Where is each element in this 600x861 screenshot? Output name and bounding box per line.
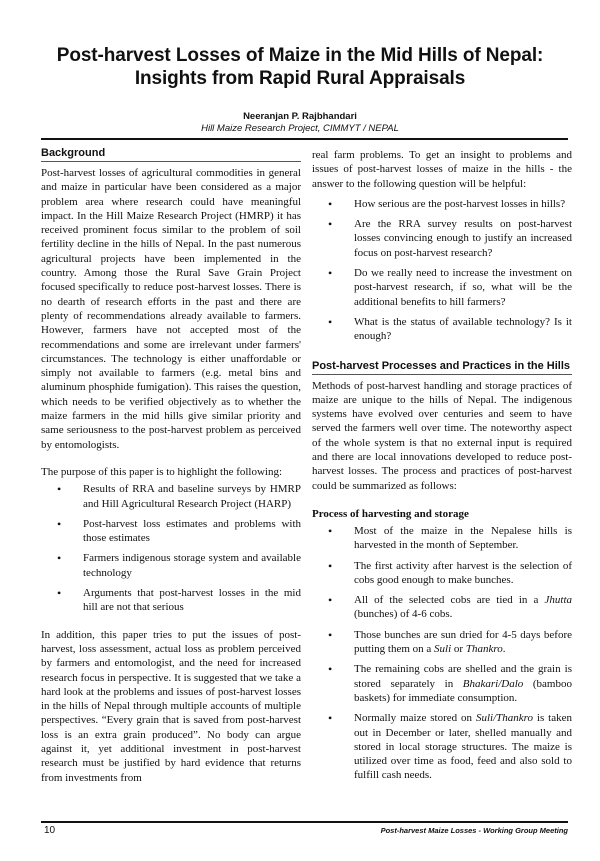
list-item: • Farmers indigenous storage system and available technology: [41, 551, 301, 580]
item-text: Normally maize stored on: [354, 712, 476, 725]
list-item: [312, 559, 572, 588]
list-item: [312, 662, 572, 705]
item-text: All of the selected cobs are tied in a: [354, 594, 545, 607]
list-item: [312, 711, 572, 782]
list-item: • Arguments that post-harvest losses in the mid hill are not that serious: [41, 586, 301, 615]
page-number: 10: [44, 825, 56, 836]
local-term: Thankro: [465, 643, 503, 656]
list-item: • Are the RRA survey results on post-harvest losses convincing enough to justify an increased focus on post-harvest research?: [312, 217, 572, 260]
section-heading-practices: Post-harvest Processes and Practices in the Hills: [312, 360, 572, 375]
footer-divider: [41, 821, 568, 823]
title-line-1: Post-harvest Losses of Maize in the Mid Hills of Nepal:: [56, 45, 544, 66]
title-line-2: Insights from Rapid Rural Appraisals: [134, 68, 466, 89]
addition-paragraph: In addition, this paper tries to put the issues of post-harvest, loss assessment, actual loss as problem perceived by farmers and entomologist, and the need for increased research focus in perspective. It is suggested that we take a hard look at the problems and issues of post-harvest losses in the hills of Nepal through multiple accounts of multiple perspectives. “Every grain that is saved from post-harvest loss is an extra grain produced”. No body can argue against it, yet additional investment in post-harvest research must be justified by hard evidence that returns from investments from: [41, 628, 301, 784]
item-text: or: [451, 643, 466, 656]
list-item: • What is the status of available technology? Is it enough?: [312, 315, 572, 344]
list-item: • How serious are the post-harvest losses in hills?: [312, 197, 572, 211]
list-item: [312, 628, 572, 657]
local-term: Jhutta: [544, 594, 572, 607]
item-text: (bamboo baskets) for immediate consumption.: [354, 677, 572, 704]
item-text: .: [502, 643, 506, 656]
list-item: • Post-harvest loss estimates and problems with those estimates: [41, 517, 301, 546]
local-term: Bhakari/Dalo: [462, 677, 524, 690]
local-term: Suli: [434, 643, 452, 656]
item-text: The remaining cobs are shelled and the grain is stored separately in: [354, 663, 572, 690]
section-heading-background: Background: [41, 147, 301, 162]
item-text: Those bunches are sun dried for 4-5 days before putting them on a: [354, 628, 572, 656]
purpose-list: [41, 482, 301, 614]
item-text: Most of the maize in the Nepalese hills is harvested in the month of September.: [354, 524, 572, 552]
running-footer-title: Post-harvest Maize Losses - Working Group Meeting: [380, 826, 568, 835]
left-column: [41, 147, 301, 785]
question-list: [312, 197, 572, 344]
author-name: Neeranjan P. Rajbhandari: [243, 111, 357, 122]
paper-title: [30, 44, 570, 90]
author-affiliation: Hill Maize Research Project, CIMMYT / NEPAL: [201, 123, 399, 134]
subsection-heading-process: Process of harvesting and storage: [312, 507, 469, 520]
item-text: is taken out in December or later, shelled manually and stored in local storage structures. The maize is utilized over time as food, feed and also sold to fulfill cash needs.: [354, 712, 572, 782]
list-item: • Do we really need to increase the investment on post-harvest research, if so, what will be the additional benefits to hill farmers?: [312, 266, 572, 309]
right-column: [312, 148, 572, 789]
background-paragraph: Post-harvest losses of agricultural commodities in general and maize in particular have been considered as a major problem area where research could have meaningful impact. In the Hill Maize Research Project (HMRP) it has received prominent focus similar to the problem of soil fertility decline in the hills of Nepal. In the past numerous agricultural projects have been implemented in the country. Among those the Rural Save Grain Project focused specifically to reduce post-harvest losses. There is no dearth of research efforts in the past and there are plenty of recommendations already available to farmers. However, farmers have not accepted most of the recommendations and some are irrelevant under farmers' circumstances. The technology is either unaffordable or simply not available to farmers (e.g. metal bins and aluminum phosphide fumigation). This raises the question, which needs to be verified objectively as to whether the maize farmers in the mid hills give similar priority and same seriousness to the post-harvest problem as perceived by entomologists.: [41, 167, 301, 451]
list-item: [312, 593, 572, 622]
item-text: The first activity after harvest is the selection of cobs good enough to make bunches.: [354, 559, 572, 586]
list-item: • Results of RRA and baseline surveys by HMRP and Hill Agricultural Research Project (HARP): [41, 482, 301, 511]
process-list: [312, 524, 572, 783]
practices-paragraph: Methods of post-harvest handling and storage practices of maize are unique to the hills of Nepal. The indigenous systems have evolved over centuries and seem to have served the farmers well over time. The noteworthy aspect of the whole system is that no external input is required and there are local innovations developed to reduce post-harvest losses. The process and practices of post-harvest could be summarized as follows:: [312, 379, 572, 492]
continuation-paragraph: real farm problems. To get an insight to problems and issues of post-harvest losses of maize in the hills - the answer to the following question will be helpful:: [312, 149, 572, 190]
list-item: [312, 524, 572, 553]
purpose-intro: The purpose of this paper is to highlight the following:: [41, 465, 283, 478]
header-divider: [41, 138, 568, 140]
item-text: (bunches) of 4-6 cobs.: [354, 608, 453, 621]
local-term: Suli/Thankro: [475, 712, 533, 725]
